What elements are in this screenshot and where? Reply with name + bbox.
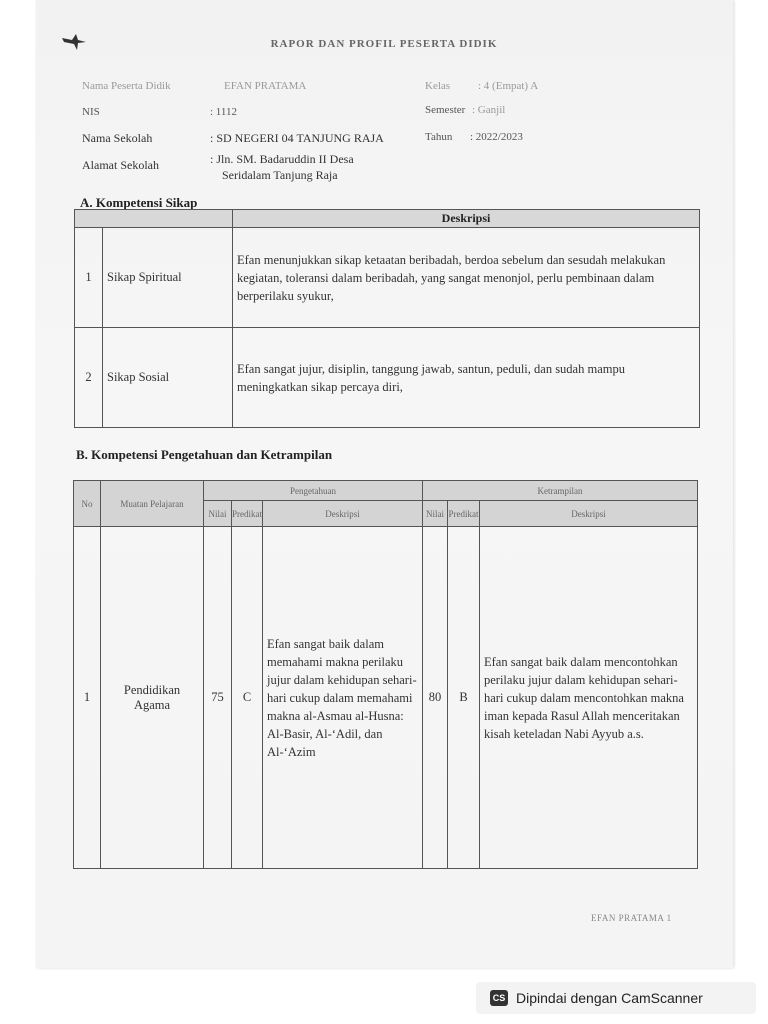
semester-value: : Ganjil (472, 104, 506, 116)
year-label: Tahun (425, 131, 453, 143)
row-no: 2 (75, 328, 103, 428)
header-k-score: Nilai (204, 501, 232, 527)
table-row (75, 228, 700, 328)
table-row (75, 328, 700, 428)
row-desc: Efan menunjukkan sikap ketaatan beribadah, berdoa sebelum dan sesudah melakukan kegiatan, toleransi dalam beribadah, yang sangat menonjol, perlu pembinaan dalam berperilaku syukur, (233, 228, 700, 328)
row-subject: Pendidikan Agama (101, 527, 204, 869)
table-row (74, 527, 698, 869)
competency-table (73, 480, 698, 869)
row-aspect: Sikap Sosial (103, 328, 233, 428)
camscanner-text: Dipindai dengan CamScanner (516, 990, 703, 1006)
year-value: : 2022/2023 (470, 131, 523, 143)
header-no: No (74, 481, 101, 527)
row-k-desc: Efan sangat baik dalam memahami makna perilaku jujur dalam kehidupan sehari-hari cukup dalam memahami makna al-Asmau al-Husna: Al-Basir, Al-‘Adil, dan Al-‘Azim (263, 527, 423, 869)
row-s-score: 80 (423, 527, 448, 869)
attitude-table (74, 209, 700, 428)
section-a-title: A. Kompetensi Sikap (80, 195, 198, 210)
section-b-title: B. Kompetensi Pengetahuan dan Ketrampilan (76, 447, 333, 462)
semester-label: Semester (425, 104, 466, 116)
header-s-desc: Deskripsi (480, 501, 698, 527)
camscanner-icon: CS (490, 990, 508, 1006)
attitude-header-desc: Deskripsi (233, 210, 700, 228)
report-title: RAPOR DAN PROFIL PESERTA DIDIK (270, 38, 498, 50)
name-label: Nama Peserta Didik (82, 80, 171, 92)
row-no: 1 (74, 527, 101, 869)
header-s-score: Nilai (423, 501, 448, 527)
page-footer: EFAN PRATAMA 1 (591, 913, 672, 923)
row-desc: Efan sangat jujur, disiplin, tanggung jawab, santun, peduli, dan sudah mampu meningkatkan sikap percaya diri, (233, 328, 700, 428)
camscanner-badge (476, 982, 756, 1014)
row-k-score: 75 (204, 527, 232, 869)
header-k-desc: Deskripsi (263, 501, 423, 527)
class-label: Kelas (425, 80, 451, 92)
address-line-2: Seridalam Tanjung Raja (222, 168, 338, 182)
header-skills: Ketrampilan (423, 481, 698, 501)
address-label: Alamat Sekolah (82, 158, 159, 172)
header-s-predicate: Predikat (448, 501, 480, 527)
school-label: Nama Sekolah (82, 131, 153, 145)
row-s-predicate: B (448, 527, 480, 869)
row-aspect: Sikap Spiritual (103, 228, 233, 328)
header-k-predicate: Predikat (232, 501, 263, 527)
row-s-desc: Efan sangat baik dalam mencontohkan perilaku jujur dalam kehidupan sehari-hari cukup dalam mencontohkan makna iman kepada Rasul Allah menceritakan kisah keteladan Nabi Ayyub a.s. (480, 527, 698, 869)
row-k-predicate: C (232, 527, 263, 869)
school-value: : SD NEGERI 04 TANJUNG RAJA (210, 131, 384, 145)
name-value: EFAN PRATAMA (224, 80, 307, 92)
attitude-header-blank (75, 210, 233, 228)
class-value: : 4 (Empat) A (478, 80, 539, 92)
header-subject: Muatan Pelajaran (101, 481, 204, 527)
address-line-1: : Jln. SM. Badaruddin II Desa (210, 152, 354, 166)
row-no: 1 (75, 228, 103, 328)
nis-label: NIS (82, 106, 100, 118)
nis-value: : 1112 (210, 106, 237, 118)
header-knowledge: Pengetahuan (204, 481, 423, 501)
